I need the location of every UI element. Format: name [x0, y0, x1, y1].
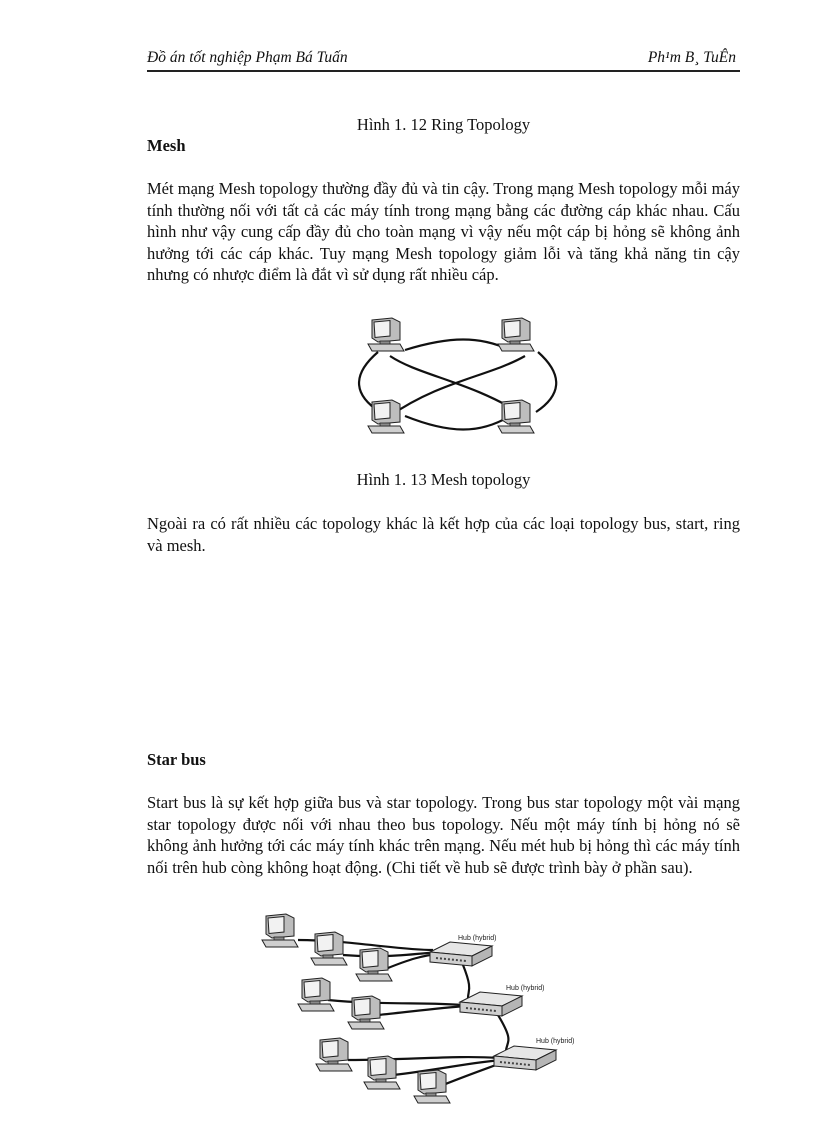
- starbus-paragraph: Start bus là sự kết hợp giữa bus và star topology. Trong bus star topology một vài mạng star topology được nối với nhau theo bus topology. Nếu một máy tính bị hỏng nó sẽ không ảnh hưởng tới các máy tính khác trên mạng. Nếu mét hub bị hỏng thì các máy tính nối trên hub còng không hoạt động. (Chi tiết về hub sẽ được trình bày ở phần sau).: [147, 793, 740, 877]
- mesh-computer-bottom-right: [498, 400, 534, 433]
- header-left-text: Đồ án tốt nghiệp Phạm Bá Tuấn: [147, 49, 348, 66]
- starbus-computer: [356, 948, 392, 981]
- ring-caption: Hình 1. 12 Ring Topology: [356, 115, 531, 134]
- hub-label-1: Hub (hybrid): [458, 935, 497, 942]
- mesh-computer-bottom-left: [368, 400, 404, 433]
- starbus-topology-figure: [258, 910, 598, 1115]
- starbus-computer: [316, 1038, 352, 1071]
- mesh-caption: Hình 1. 13 Mesh topology: [356, 470, 531, 489]
- mesh-topology-figure: [360, 316, 560, 446]
- starbus-computer: [262, 914, 298, 947]
- starbus-computer: [348, 996, 384, 1029]
- mesh-paragraph: Mét mạng Mesh topology thường đầy đủ và tin cậy. Trong mạng Mesh topology mỗi máy tính thường nối với tất cả các máy tính trong mạng bằng các đường cáp khác nhau. Cấu hình như vậy cung cấp đầy đủ cho toàn mạng vì vậy nếu một cáp bị hỏng sẽ không ảnh hưởng tới các cáp khác. Tuy mạng Mesh topology giảm lỗi và tăng khả năng tin cậy nhưng có nhược điểm là đắt vì sử dụng rất nhiều cáp.: [147, 179, 740, 284]
- starbus-hub-3: [494, 1046, 556, 1070]
- header-right-text: Ph¹m B¸ TuÊn: [647, 49, 736, 66]
- mesh-computer-top-right: [498, 318, 534, 351]
- mesh-heading: Mesh: [147, 136, 186, 155]
- starbus-computer: [311, 932, 347, 965]
- other-topology-paragraph: Ngoài ra có rất nhiều các topology khác là kết hợp của các loại topology bus, start, ring và mesh.: [147, 514, 740, 555]
- mesh-computer-top-left: [368, 318, 404, 351]
- starbus-hub-1: [430, 942, 492, 966]
- starbus-computer: [414, 1070, 450, 1103]
- starbus-computer: [298, 978, 334, 1011]
- starbus-computer: [364, 1056, 400, 1089]
- starbus-hub-2: [460, 992, 522, 1016]
- hub-label-3: Hub (hybrid): [536, 1038, 575, 1045]
- starbus-heading: Star bus: [147, 750, 206, 769]
- hub-label-2: Hub (hybrid): [506, 985, 545, 992]
- page-header: [147, 48, 740, 72]
